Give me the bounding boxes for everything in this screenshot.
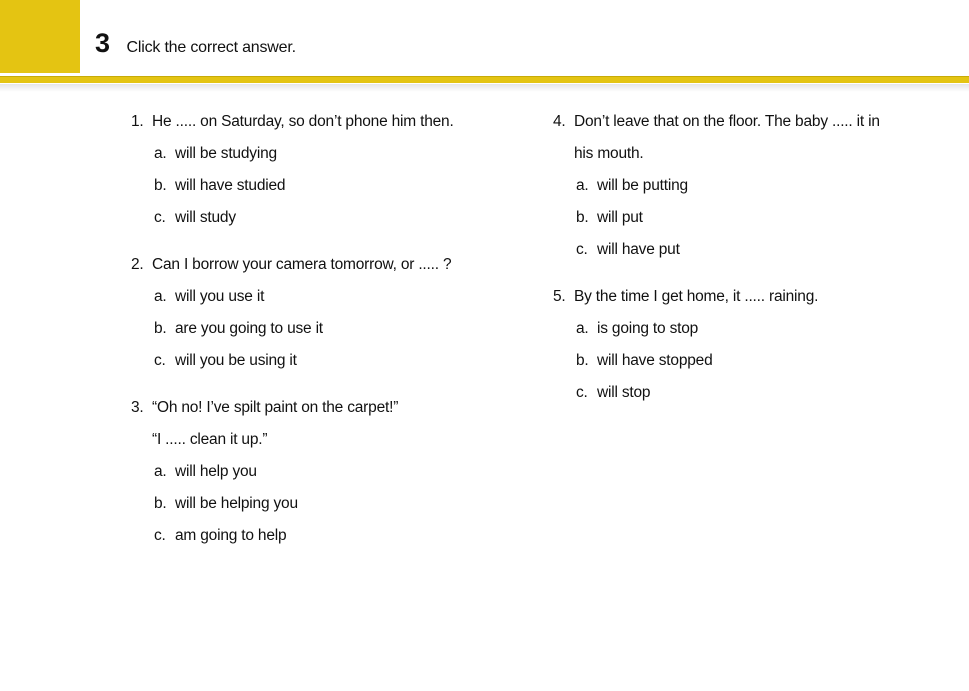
divider-bar bbox=[0, 76, 969, 83]
question-prompt: “Oh no! I’ve spilt paint on the carpet!” “I ..... clean it up.” bbox=[152, 399, 399, 448]
corner-accent-square bbox=[0, 0, 80, 73]
options-list bbox=[576, 313, 953, 409]
option-text: will put bbox=[597, 209, 643, 226]
options-list bbox=[576, 170, 953, 266]
question-2 bbox=[131, 249, 523, 377]
option-letter: c. bbox=[576, 241, 588, 258]
header bbox=[0, 0, 969, 76]
question-column-left bbox=[131, 106, 523, 567]
option-letter: c. bbox=[154, 209, 166, 226]
option-text: will have studied bbox=[175, 177, 286, 194]
question-prompt: By the time I get home, it ..... raining. bbox=[574, 288, 819, 305]
question-area bbox=[0, 83, 969, 567]
question-4 bbox=[553, 106, 953, 266]
option-text: am going to help bbox=[175, 527, 287, 544]
option-letter: b. bbox=[154, 495, 167, 512]
option-text: are you going to use it bbox=[175, 320, 323, 337]
options-list bbox=[154, 281, 523, 377]
answer-option-4b[interactable] bbox=[576, 202, 953, 234]
question-number: 5. bbox=[553, 288, 566, 305]
option-text: will have stopped bbox=[597, 352, 713, 369]
answer-option-5b[interactable] bbox=[576, 345, 953, 377]
answer-option-5c[interactable] bbox=[576, 377, 953, 409]
options-list bbox=[154, 138, 523, 234]
answer-option-3b[interactable] bbox=[154, 488, 523, 520]
option-text: will be studying bbox=[175, 145, 277, 162]
answer-option-2a[interactable] bbox=[154, 281, 523, 313]
answer-option-4c[interactable] bbox=[576, 234, 953, 266]
question-1 bbox=[131, 106, 523, 234]
exercise-number: 3 bbox=[95, 28, 110, 58]
options-list bbox=[154, 456, 523, 552]
question-5 bbox=[553, 281, 953, 409]
answer-option-1c[interactable] bbox=[154, 202, 523, 234]
option-letter: c. bbox=[154, 352, 166, 369]
question-number: 4. bbox=[553, 113, 566, 130]
question-number: 3. bbox=[131, 399, 144, 416]
option-text: will stop bbox=[597, 384, 651, 401]
option-letter: b. bbox=[576, 209, 589, 226]
question-number: 2. bbox=[131, 256, 144, 273]
option-text: will you be using it bbox=[175, 352, 297, 369]
option-letter: a. bbox=[154, 463, 167, 480]
question-column-right bbox=[553, 106, 953, 424]
answer-option-3c[interactable] bbox=[154, 520, 523, 552]
answer-option-1a[interactable] bbox=[154, 138, 523, 170]
answer-option-2b[interactable] bbox=[154, 313, 523, 345]
option-text: will be putting bbox=[597, 177, 688, 194]
option-letter: a. bbox=[154, 145, 167, 162]
question-3 bbox=[131, 392, 523, 552]
answer-option-3a[interactable] bbox=[154, 456, 523, 488]
option-letter: b. bbox=[154, 320, 167, 337]
option-text: is going to stop bbox=[597, 320, 699, 337]
option-letter: b. bbox=[154, 177, 167, 194]
option-letter: c. bbox=[576, 384, 588, 401]
answer-option-1b[interactable] bbox=[154, 170, 523, 202]
option-text: will have put bbox=[597, 241, 680, 258]
option-letter: c. bbox=[154, 527, 166, 544]
option-text: will study bbox=[175, 209, 236, 226]
option-text: will be helping you bbox=[175, 495, 298, 512]
question-prompt: He ..... on Saturday, so don’t phone him then. bbox=[152, 113, 454, 130]
option-letter: a. bbox=[576, 320, 589, 337]
option-text: will help you bbox=[175, 463, 257, 480]
question-number: 1. bbox=[131, 113, 144, 130]
question-prompt: Don’t leave that on the floor. The baby ..... it in his mouth. bbox=[574, 113, 880, 162]
option-text: will you use it bbox=[175, 288, 265, 305]
option-letter: a. bbox=[576, 177, 589, 194]
option-letter: a. bbox=[154, 288, 167, 305]
answer-option-2c[interactable] bbox=[154, 345, 523, 377]
instruction-text: Click the correct answer. bbox=[126, 39, 296, 56]
answer-option-4a[interactable] bbox=[576, 170, 953, 202]
question-prompt: Can I borrow your camera tomorrow, or ..... ? bbox=[152, 256, 452, 273]
header-content bbox=[95, 0, 296, 73]
answer-option-5a[interactable] bbox=[576, 313, 953, 345]
option-letter: b. bbox=[576, 352, 589, 369]
